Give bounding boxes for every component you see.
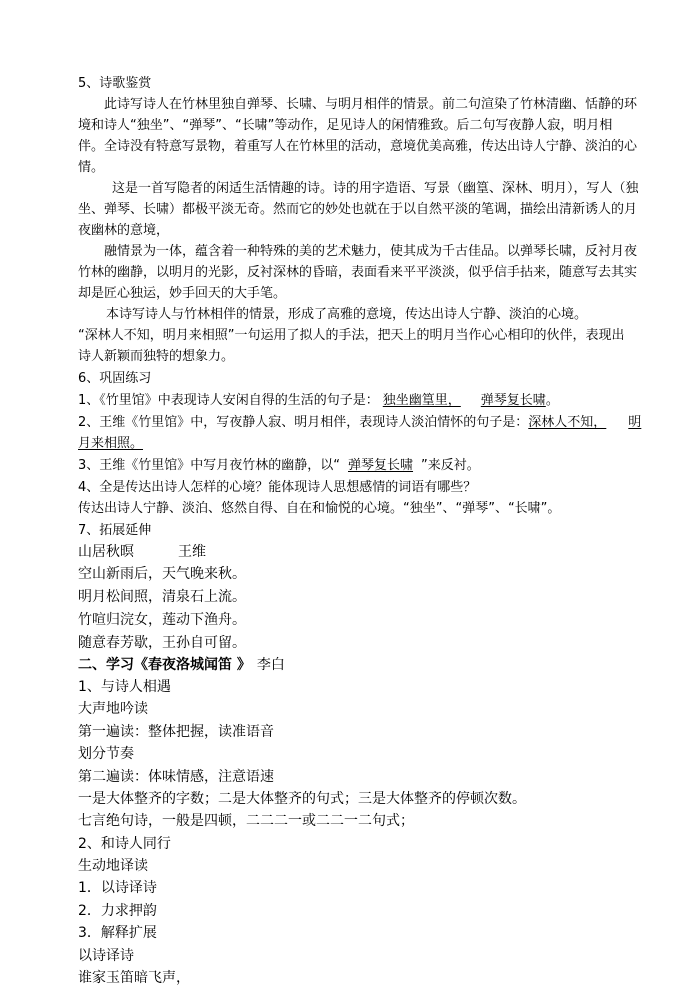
text-line: 以诗译诗 <box>78 948 134 964</box>
poem-line: 随意春芳歇，王孙自可留。 <box>78 635 246 651</box>
paragraph-line: 诗人新颖而独特的想象力。 <box>78 349 235 364</box>
paragraph-line: 这是一首写隐者的闲适生活情趣的诗。诗的用字造语、写景（幽篁、深林、明月），写人（独 <box>112 181 639 196</box>
paragraph-line: “深林人不知，明月来相照”一句运用了拟人的手法，把天上的明月当作心心相印的伙伴，表现出 <box>78 328 625 343</box>
text-line: 3．解释扩展 <box>78 925 157 941</box>
answer-blank: 明 <box>628 415 642 430</box>
text-line: 2．力求押韵 <box>78 903 157 919</box>
paragraph-line: 坐、弹琴、长啸）都极平淡无奇。然而它的妙处也就在于以自然平淡的笔调，描绘出清新诱人的月 <box>78 202 638 217</box>
paragraph-line: 境和诗人“独坐”、“弹琴”、“长啸”等动作，足见诗人的闲情雅致。后二句写夜静人寂，明月相 <box>78 118 613 133</box>
paragraph-line: 却是匠心独运，妙手回天的大手笔。 <box>78 286 287 301</box>
paragraph-line: 夜幽林的意境， <box>78 223 170 238</box>
text-line: 2、和诗人同行 <box>78 836 171 852</box>
text-line: 七言绝句诗，一般是四顿，二二二一或二二一二句式； <box>78 813 414 829</box>
text-line: 划分节奏 <box>78 746 134 762</box>
section-6-heading: 6、巩固练习 <box>78 371 152 386</box>
question-3: 3、王维《竹里馆》中写月夜竹林的幽静，以“ 弹琴复长啸 ”来反衬。 <box>78 458 480 473</box>
text-line: 1、与诗人相遇 <box>78 679 171 695</box>
paragraph-line: 融情景为一体，蕴含着一种特殊的美的艺术魅力，使其成为千古佳品。以弹琴长啸，反衬月夜 <box>104 244 638 259</box>
text-line: 第二遍读：体味情感，注意语速 <box>78 769 274 785</box>
paragraph-line: 情。 <box>78 160 105 175</box>
part-2-author: 李白 <box>256 657 285 673</box>
poem-line: 竹喧归浣女，莲动下渔舟。 <box>78 612 246 628</box>
question-text: 3、王维《竹里馆》中写月夜竹林的幽静，以“ <box>78 458 341 473</box>
question-4: 4、全是传达出诗人怎样的心境？能体现诗人思想感情的词语有哪些？ <box>78 480 477 495</box>
section-5-heading: 5、诗歌鉴赏 <box>78 76 152 91</box>
text-line: 第一遍读：整体把握，读准语音 <box>78 724 274 740</box>
poem-line: 明月松间照，清泉石上流。 <box>78 589 246 605</box>
question-text: 1、《竹里馆》中表现诗人安闲自得的生活的句子是： <box>78 393 379 408</box>
part-2-heading: 二、学习《春夜洛城闻笛 》 李白 <box>78 657 285 673</box>
answer-blank: 独坐幽篁里， <box>382 393 461 408</box>
answer-blank: 弹琴复长啸 <box>480 393 546 408</box>
paragraph-line: 竹林的幽静，以明月的光影，反衬深林的昏暗，表面看来平平淡淡，似乎信手拈来，随意写去其实 <box>78 265 638 280</box>
poem-title: 山居秋暝 王维 <box>78 544 206 560</box>
poem-author: 王维 <box>178 544 206 560</box>
poem-line: 空山新雨后，天气晚来秋。 <box>78 566 246 582</box>
answer-blank: 深林人不知， <box>528 415 607 430</box>
text-line: 一是大体整齐的字数；二是大体整齐的句式；三是大体整齐的停顿次数。 <box>78 791 526 807</box>
text-line: 大声地吟读 <box>78 701 148 717</box>
question-4-answer: 传达出诗人宁静、淡泊、悠然自得、自在和愉悦的心境。“独坐”、“弹琴”、“长啸”。 <box>78 501 561 516</box>
question-text: 2、王维《竹里馆》中，写夜静人寂、明月相伴，表现诗人淡泊情怀的句子是： <box>78 415 529 430</box>
question-2 <box>78 414 641 431</box>
answer-blank: 月来相照。 <box>78 436 144 451</box>
paragraph-line: 此诗写诗人在竹林里独自弹琴、长啸、与明月相伴的情景。前二句渲染了竹林清幽、恬静的环 <box>104 97 638 112</box>
paragraph-line: 伴。全诗没有特意写景物，着重写人在竹林里的活动，意境优美高雅，传达出诗人宁静、淡泊的心 <box>78 139 638 154</box>
paragraph-line: 本诗写诗人与竹林相伴的情景，形成了高雅的意境，传达出诗人宁静、淡泊的心境。 <box>106 307 588 322</box>
text-line: 生动地译读 <box>78 858 148 874</box>
question-1: 1、《竹里馆》中表现诗人安闲自得的生活的句子是： 独坐幽篁里， 弹琴复长啸。 <box>78 393 559 408</box>
text-line: 谁家玉笛暗飞声， <box>78 970 190 986</box>
text-line: 1．以诗译诗 <box>78 880 157 896</box>
section-7-heading: 7、拓展延伸 <box>78 523 152 538</box>
answer-blank: 弹琴复长啸 <box>348 458 414 473</box>
